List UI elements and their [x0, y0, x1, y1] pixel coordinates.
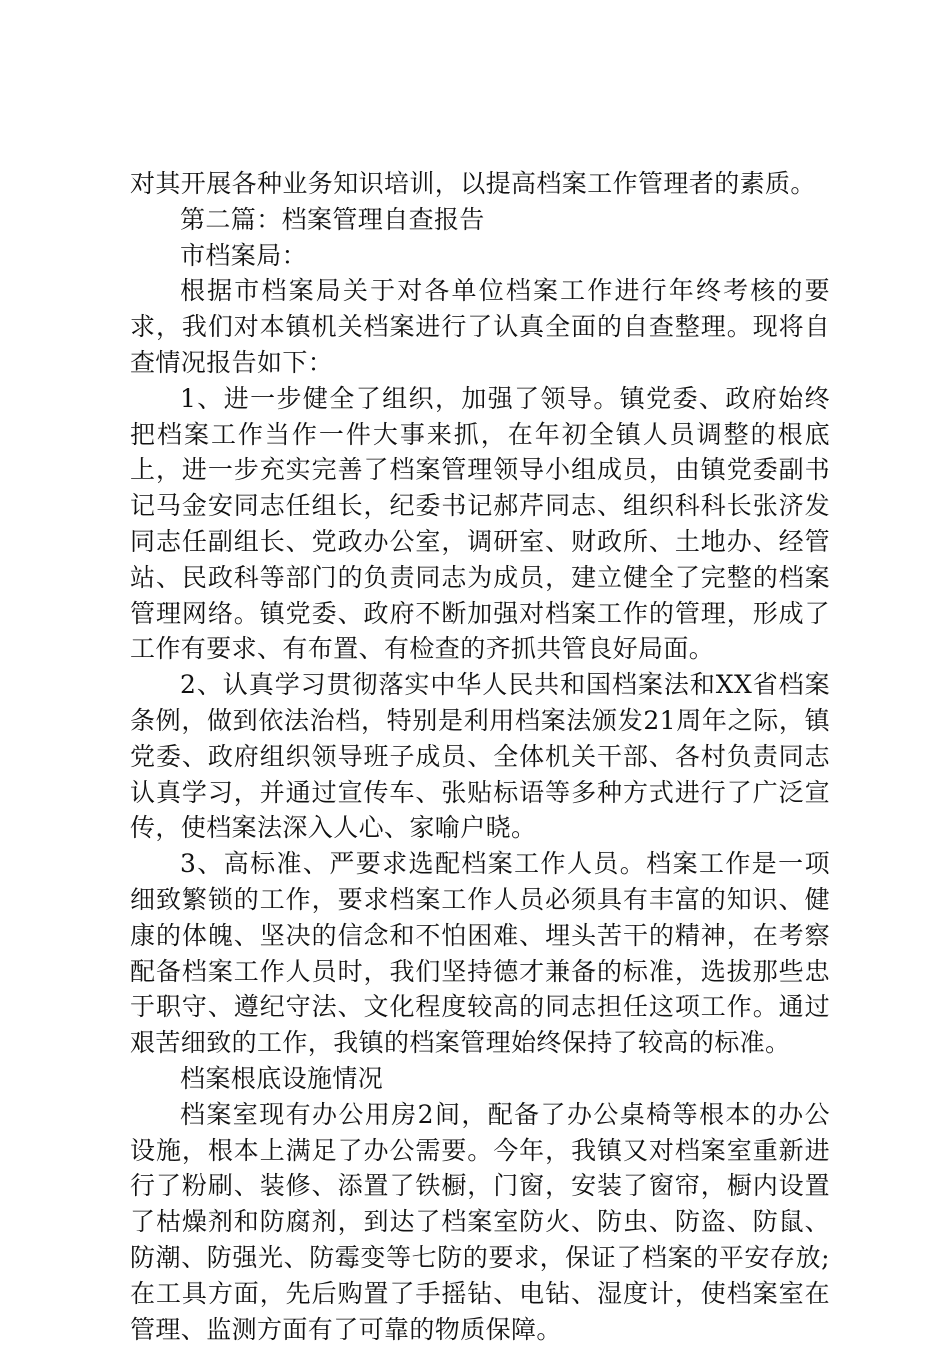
paragraph-continuation: 对其开展各种业务知识培训，以提高档案工作管理者的素质。 [130, 169, 816, 198]
letter-addressee: 市档案局： [180, 240, 308, 270]
paragraph-item-3: 3、高标准、严要求选配档案工作人员。档案工作是一项细致繁锁的工作，要求档案工作人员必须具有丰富的知识、健康的体魄、坚决的信念和不怕困难、埋头苦干的精神，在考察配备档案工作人员时，我们坚持德才兼备的标准，选拔那些忠于职守、遵纪守法、文化程度较高的同志担任这项工作。通过艰苦细致的工作，我镇的档案管理始终保持了较高的标准。 [130, 849, 830, 1058]
paragraph-item-2: 2、认真学习贯彻落实中华人民共和国档案法和XX省档案条例，做到依法治档，特别是利用档案法颁发21周年之际，镇党委、政府组织领导班子成员、全体机关干部、各村负责同志认真学习，并通过宣传车、张贴标语等多种方式进行了广泛宣传，使档案法深入人心、家喻户晓。 [130, 670, 830, 843]
document-body [130, 166, 830, 1347]
paragraph-intro: 根据市档案局关于对各单位档案工作进行年终考核的要求，我们对本镇机关档案进行了认真全面的自查整理。现将自查情况报告如下： [130, 276, 830, 377]
paragraph-item-1: 1、进一步健全了组织，加强了领导。镇党委、政府始终把档案工作当作一件大事来抓，在年初全镇人员调整的根底上，进一步充实完善了档案管理领导小组成员，由镇党委副书记马金安同志任组长，纪委书记郝芹同志、组织科科长张济发同志任副组长、党政办公室，调研室、财政所、土地办、经管站、民政科等部门的负责同志为成员，建立健全了完整的档案管理网络。镇党委、政府不断加强对档案工作的管理，形成了工作有要求、有布置、有检查的齐抓共管良好局面。 [130, 383, 830, 664]
paragraph-facilities: 档案室现有办公用房2间，配备了办公桌椅等根本的办公设施，根本上满足了办公需要。今年，我镇又对档案室重新进行了粉刷、装修、添置了铁橱，门窗，安装了窗帘，橱内设置了枯燥剂和防腐剂，到达了档案室防火、防虫、防盗、防鼠、防潮、防强光、防霉变等七防的要求，保证了档案的平安存放;在工具方面，先后购置了手摇钻、电钻、湿度计，使档案室在管理、监测方面有了可靠的物质保障。 [130, 1099, 830, 1344]
section-title: 第二篇：档案管理自查报告 [180, 204, 485, 234]
subsection-heading: 档案根底设施情况 [180, 1063, 384, 1093]
